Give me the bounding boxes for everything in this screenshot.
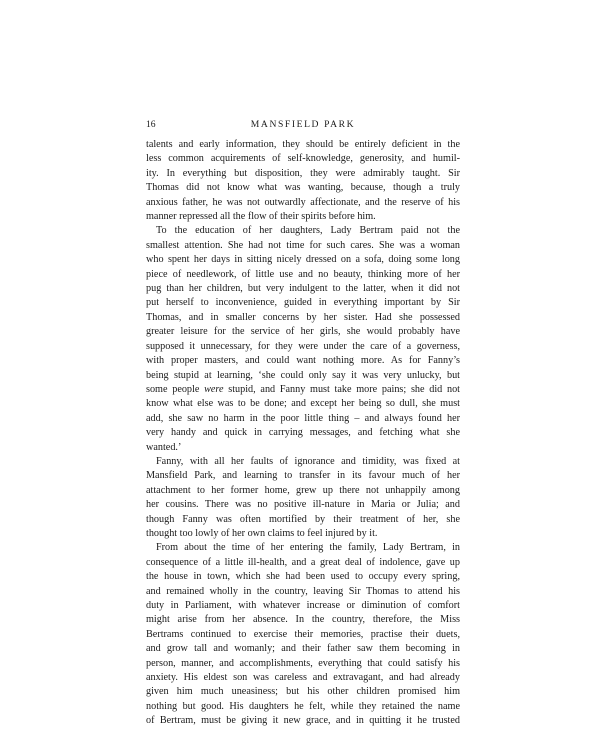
text-line: her cousins. There was no positive ill-nature in Maria or Julia; and bbox=[146, 499, 460, 511]
paragraph bbox=[146, 541, 460, 728]
text-line: put herself to inconvenience, guided in everything important by Sir bbox=[146, 297, 460, 309]
text-line: know what else was to be done; and except her being so dull, she must bbox=[146, 398, 460, 410]
text-line: greater leisure for the service of her girls, she would probably have bbox=[146, 326, 460, 338]
text-line: From about the time of her entering the family, Lady Bertram, in bbox=[156, 542, 460, 554]
text-line: talents and early information, they should be entirely deficient in the bbox=[146, 139, 460, 150]
text-line: person, manner, and accomplishments, everything that could satisfy his bbox=[146, 657, 460, 669]
text-line: Thomas, and in smaller concerns by her sister. Had she possessed bbox=[146, 311, 460, 323]
text-line: very handy and quick in carrying messages, and fetching what she bbox=[146, 427, 460, 439]
text-line: though Fanny was often mortified by their treatment of her, she bbox=[146, 513, 460, 525]
text-line: less common acquirements of self-knowledge, generosity, and humil- bbox=[146, 153, 460, 165]
text-line: manner repressed all the flow of their spirits before him. bbox=[146, 211, 376, 223]
paragraph bbox=[146, 224, 460, 455]
text-line: smallest attention. She had not time for such cares. She was a woman bbox=[146, 239, 460, 251]
text-line: being stupid at learning, ‘she could only say it was very unlucky, but bbox=[146, 369, 460, 381]
text-line: Thomas did not know what was wanting, because, though a truly bbox=[146, 182, 460, 194]
body-text bbox=[146, 138, 460, 729]
text-line: of Bertram, must be giving it new grace, and in quitting it he trusted bbox=[146, 715, 460, 727]
text-line: Bertrams continued to exercise their memories, practise their duets, bbox=[146, 628, 460, 640]
text-line: anxiety. His eldest son was careless and extravagant, and had already bbox=[146, 672, 460, 684]
text-line: wanted.’ bbox=[146, 441, 182, 453]
text-line: piece of needlework, of little use and no beauty, thinking more of her bbox=[146, 268, 460, 280]
text-line: To the education of her daughters, Lady Bertram paid not the bbox=[156, 225, 460, 237]
text-line: duty in Parliament, with whatever increase or diminution of comfort bbox=[146, 600, 460, 611]
text-line: anxious father, he was not outwardly affectionate, and the reserve of his bbox=[146, 196, 460, 208]
text-line: Mansfield Park, and learning to transfer in its favour much of her bbox=[146, 470, 460, 482]
paragraph bbox=[146, 138, 460, 224]
text-line: nothing but good. His daughters he felt, while they retained the name bbox=[146, 700, 460, 712]
text-line: pug than her children, but very indulgent to the latter, when it did not bbox=[146, 283, 460, 295]
text-line: add, she saw no harm in the poor little thing – and always found her bbox=[146, 412, 460, 424]
text-line: some people were stupid, and Fanny must take more pains; she did not bbox=[146, 383, 460, 395]
text-line: attachment to her former home, grew up there not unhappily among bbox=[146, 484, 460, 496]
text-line: consequence of a little ill-health, and a great deal of indolence, gave up bbox=[146, 556, 460, 568]
text-line: and grow tall and womanly; and their father saw them becoming in bbox=[146, 643, 460, 655]
text-line: the house in town, which she had been used to occupy every spring, bbox=[146, 571, 460, 583]
text-line: thought too lowly of her own claims to feel injured by it. bbox=[146, 527, 378, 539]
page-number: 16 bbox=[146, 119, 156, 130]
text-line: with proper masters, and could want nothing more. As for Fanny’s bbox=[146, 355, 460, 367]
running-title: MANSFIELD PARK bbox=[250, 119, 356, 130]
text-line: given him much uneasiness; but his other children promised him bbox=[146, 686, 460, 698]
text-line: supposed it unnecessary, for they were under the care of a governess, bbox=[146, 340, 460, 352]
text-line: Fanny, with all her faults of ignorance and timidity, was fixed at bbox=[156, 455, 460, 467]
text-line: ity. In everything but disposition, they were admirably taught. Sir bbox=[146, 167, 460, 179]
running-head bbox=[146, 118, 460, 132]
text-line: might arise from her absence. In the country, therefore, the Miss bbox=[146, 614, 460, 626]
text-line: and remained wholly in the country, leaving Sir Thomas to attend his bbox=[146, 585, 460, 597]
paragraph bbox=[146, 455, 460, 541]
text-line: who spent her days in sitting nicely dressed on a sofa, doing some long bbox=[146, 254, 460, 266]
